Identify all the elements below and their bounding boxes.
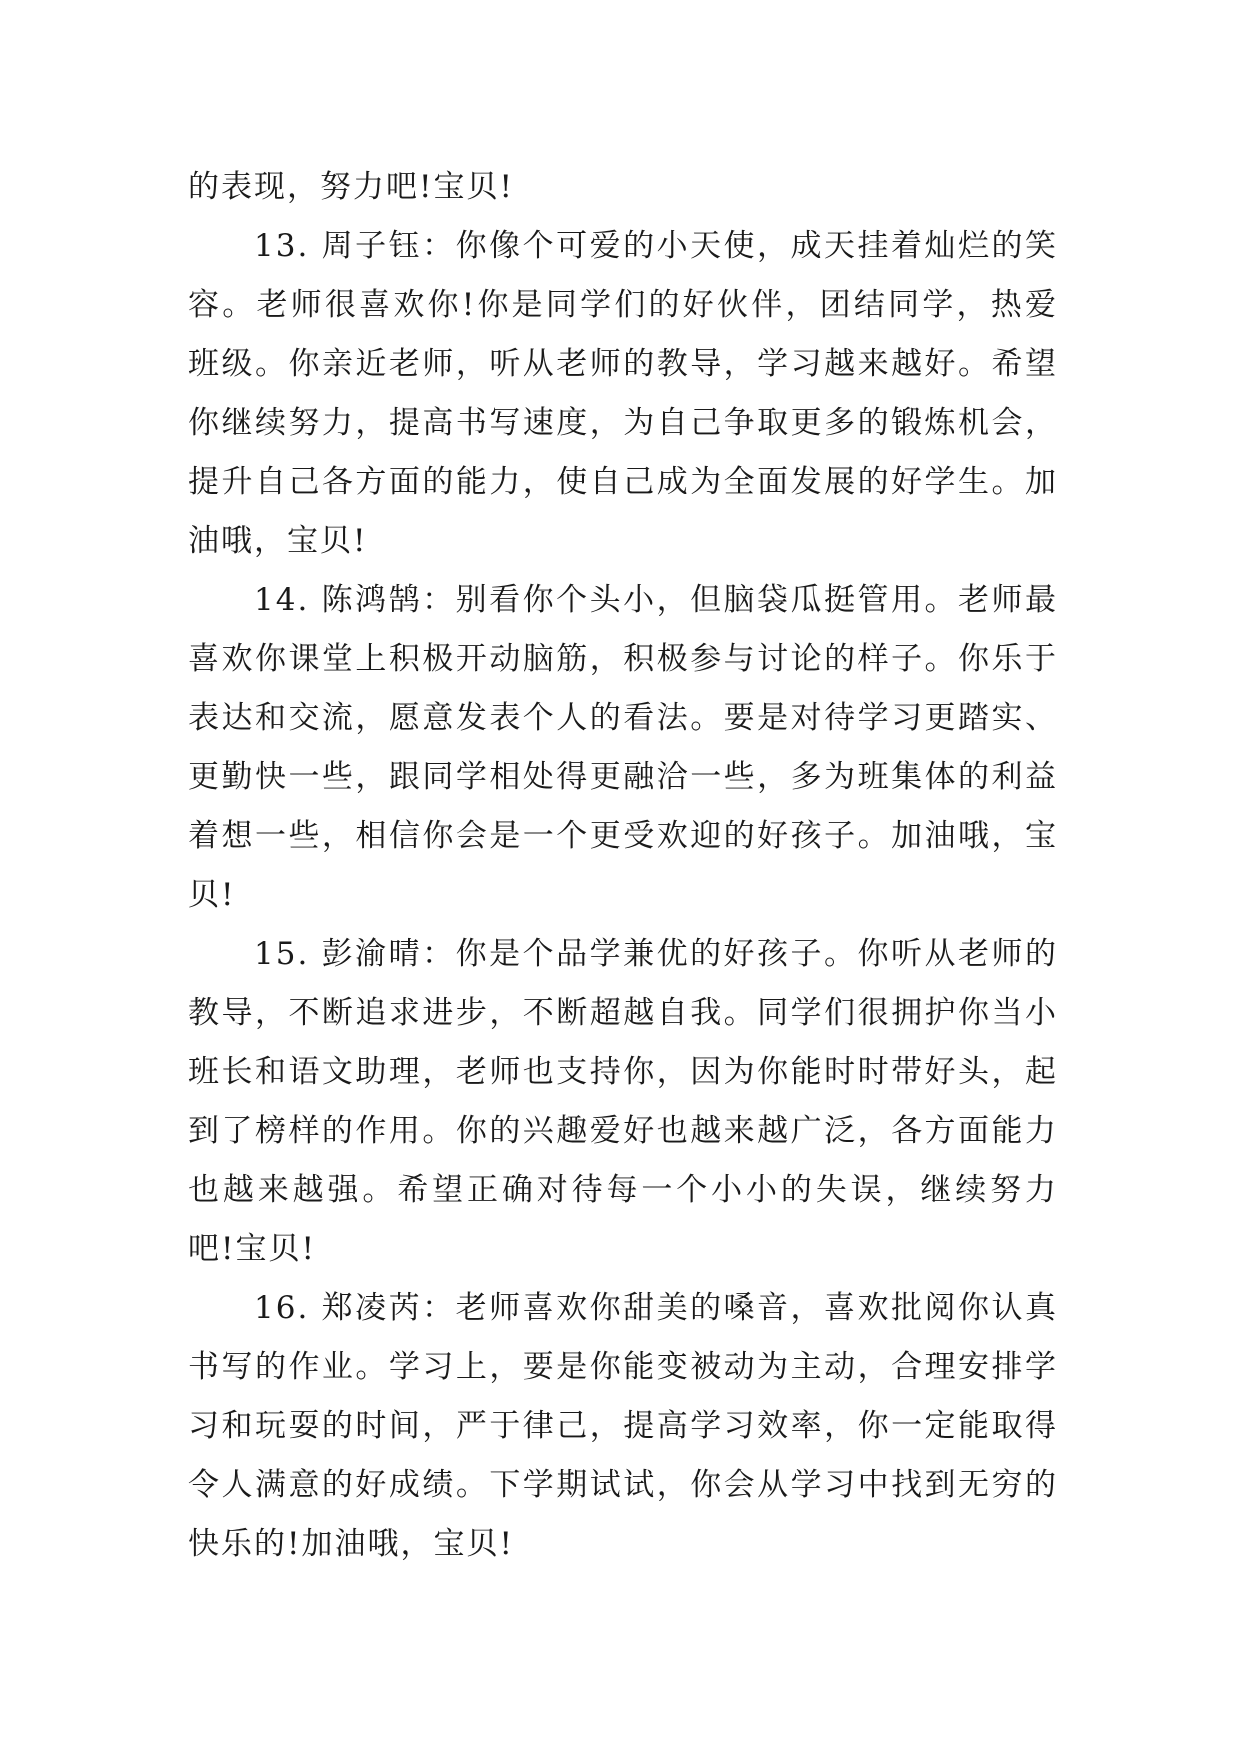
- paragraph-comment-16: 16. 郑凌芮：老师喜欢你甜美的嗓音，喜欢批阅你认真书写的作业。学习上，要是你能变被动为主动，合理安排学习和玩耍的时间，严于律己，提高学习效率，你一定能取得令人满意的好成绩。下学期试试，你会从学习中找到无穷的快乐的!加油哦，宝贝!: [188, 1290, 1058, 1562]
- document-body: [188, 158, 1058, 1574]
- paragraph-comment-14: 14. 陈鸿鹄：别看你个头小，但脑袋瓜挺管用。老师最喜欢你课堂上积极开动脑筋，积极参与讨论的样子。你乐于表达和交流，愿意发表个人的看法。要是对待学习更踏实、更勤快一些，跟同学相处得更融洽一些，多为班集体的利益着想一些，相信你会是一个更受欢迎的好孩子。加油哦，宝贝!: [188, 582, 1058, 913]
- paragraph-comment-15: 15. 彭渝晴：你是个品学兼优的好孩子。你听从老师的教导，不断追求进步，不断超越自我。同学们很拥护你当小班长和语文助理，老师也支持你，因为你能时时带好头，起到了榜样的作用。你的兴趣爱好也越来越广泛，各方面能力也越来越强。希望正确对待每一个小小的失误，继续努力吧!宝贝!: [188, 936, 1058, 1267]
- paragraph-comment-13: 13. 周子钰：你像个可爱的小天使，成天挂着灿烂的笑容。老师很喜欢你!你是同学们的好伙伴，团结同学，热爱班级。你亲近老师，听从老师的教导，学习越来越好。希望你继续努力，提高书写速度，为自己争取更多的锻炼机会，提升自己各方面的能力，使自己成为全面发展的好学生。加油哦，宝贝!: [188, 228, 1058, 559]
- paragraph-continuation: 的表现，努力吧!宝贝!: [188, 169, 514, 205]
